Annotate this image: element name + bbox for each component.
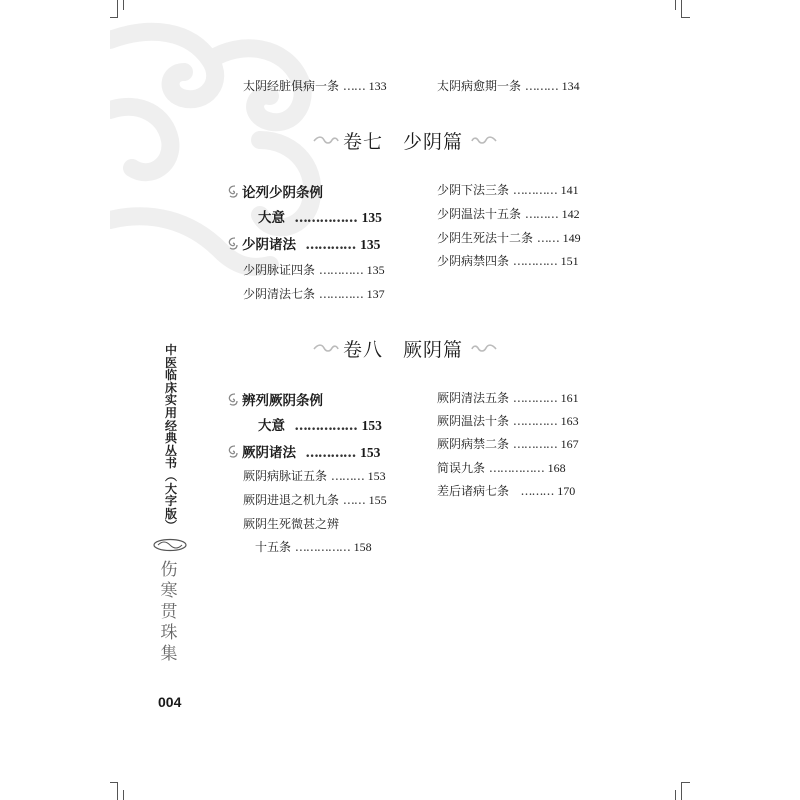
toc-entry: 厥阴温法十条 ………… 163	[437, 414, 579, 428]
toc-entry: 太阴经脏俱病一条 …… 133	[243, 79, 387, 93]
crop-mark	[675, 0, 676, 10]
divider-ornament-icon	[152, 538, 188, 552]
page-number: 004	[158, 694, 182, 710]
toc-entry: 少阴生死法十二条 …… 149	[437, 231, 581, 245]
crop-mark	[123, 0, 124, 10]
toc-section-heading: 少阴诸法 ………… 135	[226, 236, 380, 253]
toc-entry: 少阴温法十五条 ……… 142	[437, 207, 580, 221]
book-title-vertical: 伤 寒 贯 珠 集	[160, 560, 178, 664]
crop-mark	[123, 790, 124, 800]
toc-entry: 厥阴生死微甚之辨	[243, 517, 340, 531]
crop-mark	[681, 782, 682, 800]
toc-entry: 少阴病禁四条 ………… 151	[437, 254, 579, 268]
ornament-left-icon	[312, 135, 340, 147]
volume-8-title: 卷八 厥阴篇	[343, 339, 464, 361]
section-scroll-icon	[226, 392, 239, 407]
crop-mark	[117, 782, 118, 800]
section-scroll-icon	[226, 444, 239, 459]
ornament-right-icon	[470, 343, 498, 355]
toc-entry: 厥阴病禁二条 ………… 167	[437, 437, 579, 451]
toc-entry: 大意 …………… 153	[258, 418, 382, 434]
crop-mark	[110, 17, 118, 18]
toc-entry: 厥阴进退之机九条 …… 155	[243, 493, 387, 507]
ornament-left-icon	[312, 343, 340, 355]
toc-entry: 差后诸病七条 ……… 170	[437, 484, 576, 498]
crop-mark	[675, 790, 676, 800]
toc-entry: 少阴清法七条 ………… 137	[243, 287, 385, 301]
toc-section-heading: 厥阴诸法 ………… 153	[226, 444, 380, 461]
section-scroll-icon	[226, 184, 239, 199]
volume-7-title: 卷七 少阴篇	[343, 131, 464, 153]
series-title-vertical: 中 医 临 床 实 用 经 典 丛 书 ︵ 大 字 版 ︶	[164, 343, 177, 534]
section-scroll-icon	[226, 236, 239, 251]
toc-entry: 少阴脉证四条 ………… 135	[243, 263, 385, 277]
crop-mark	[110, 782, 118, 783]
toc-entry: 简误九条 …………… 168	[437, 461, 566, 475]
toc-entry: 厥阴病脉证五条 ……… 153	[243, 469, 386, 483]
toc-entry: 少阴下法三条 ………… 141	[437, 183, 579, 197]
toc-entry: 十五条 …………… 158	[255, 540, 372, 554]
toc-entry: 厥阴清法五条 ………… 161	[437, 391, 579, 405]
toc-entry: 太阴病愈期一条 ……… 134	[437, 79, 580, 93]
ornament-right-icon	[470, 135, 498, 147]
toc-section-heading: 辨列厥阴条例	[226, 392, 323, 409]
crop-mark	[681, 782, 690, 783]
toc-entry: 大意 …………… 135	[258, 210, 382, 226]
crop-mark	[117, 0, 118, 18]
crop-mark	[681, 17, 690, 18]
toc-section-heading: 论列少阴条例	[226, 184, 323, 201]
crop-mark	[681, 0, 682, 18]
